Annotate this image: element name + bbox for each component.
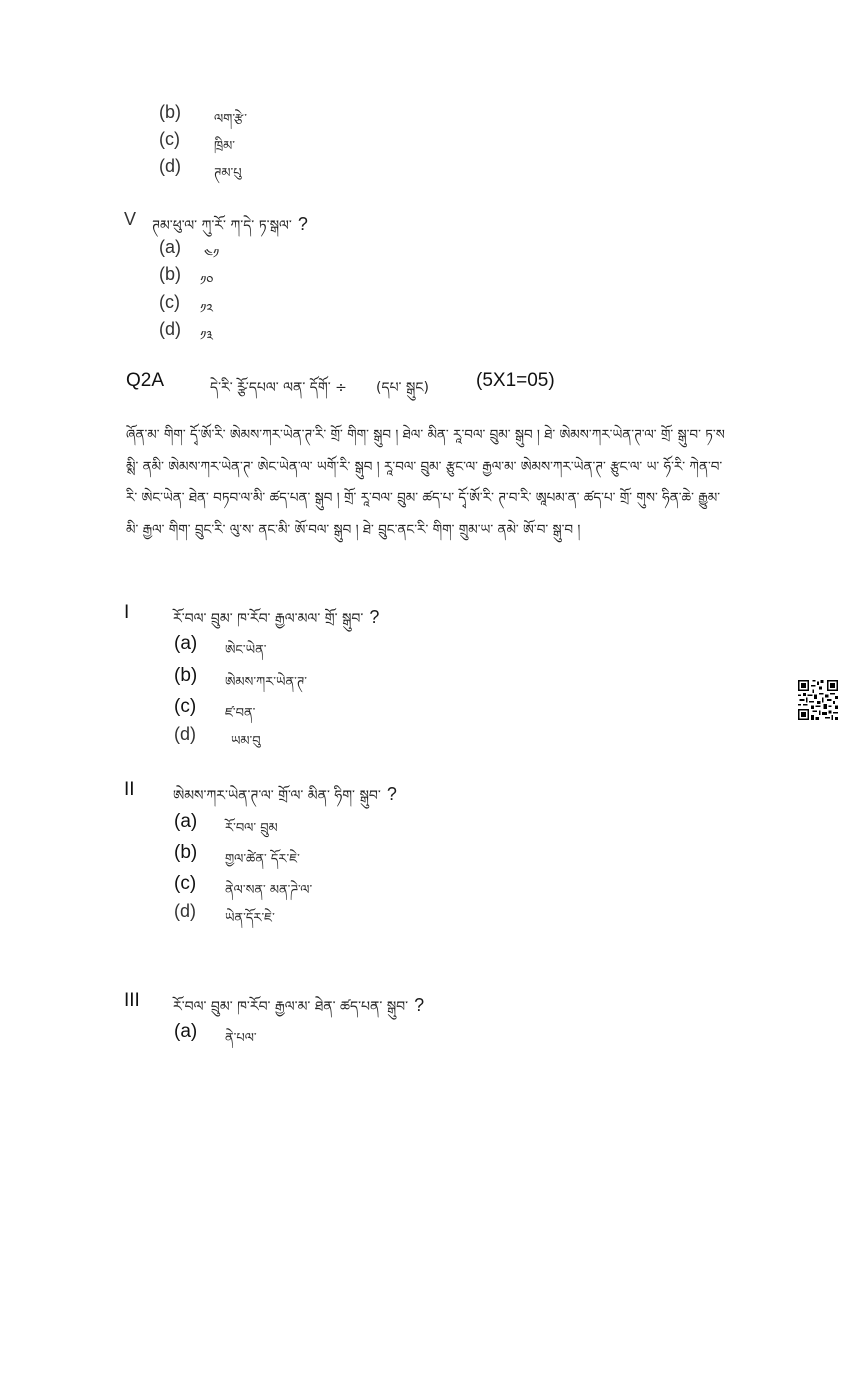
option-text: ཨེང་ཡེན་ [225,643,267,658]
option-label: (a) [174,811,198,832]
option-text: ཨེམས་ཀར་ཡེན་ཊ་ [225,675,307,690]
option-text: ཪོ་བལ་ བྲུམ [225,821,278,836]
option-label: (c) [159,129,180,149]
option-label: (a) [174,1021,198,1042]
option-text: ཊམ་པུ [214,166,242,181]
option-label: (c) [174,873,197,894]
option-label: (d) [159,156,181,176]
question-ii [173,779,397,819]
section-id: Q2A [126,370,165,391]
option-text: ནེལ་སན་ མན་ཌེ་ལ་ [225,883,313,898]
question-number: V [124,209,137,229]
option-text: ༤༡ [204,247,220,262]
option-label: (a) [159,237,181,257]
option-label: (b) [174,842,198,863]
question-text: ཪོ་བལ་ བྲུམ་ ཁ་ཪོབ་ རྒྱལ་མ་ ཐེན་ ཚད་པན་ སྒུབ་ [173,999,409,1015]
question-mark: ? [386,784,397,804]
option-text: ཛ་བན་ [225,706,256,721]
section-paren: (དཔ་ སྒུང) [376,380,429,396]
option-label: (a) [174,633,198,654]
question-text: ཊམ་ཕུ་ལ་ ཀུ་ཪོ་ ཀ་དེ་ ཏ་སྒལ་ [152,218,292,234]
option-text: ༡༢ [200,302,214,317]
question-mark: ? [297,214,308,234]
option-label: (b) [159,102,181,122]
qr-code-icon [798,680,838,720]
option-label: (d) [174,901,196,921]
option-label: (d) [174,724,196,744]
option-text: ཡམ་བུ [231,734,261,749]
option-text: ཁྲིམ་ [214,139,235,154]
question-iii [173,990,424,1030]
question-number: II [124,779,135,800]
option-text: ༡༠ [200,274,214,289]
option-label: (c) [159,292,180,312]
section-instruction: དེ་རི་ ཪྩོ་དཔལ་ ལན་ དོགོ་ ÷ [210,380,347,396]
question-i [173,602,379,642]
section-marks: (5X1=05) [476,370,555,391]
question-mark: ? [369,607,380,627]
question-number: III [124,990,140,1011]
question-mark: ? [414,995,425,1015]
question-text: ཨེམས་ཀར་ཡེན་ཊ་ལ་ གྲོ་ལ་ མིན་ ཧིག་ སྒུབ་ [173,788,381,804]
option-text: ཡེན་དོར་ཇེ་ [225,911,275,926]
question-number: I [124,602,130,623]
option-text: ལག་རྩེ་ [214,112,248,127]
option-label: (d) [159,319,181,339]
option-label: (b) [159,264,181,284]
option-label: (b) [174,665,198,686]
option-text: གྱལ་ཚེན་ དོར་ཇེ་ [225,852,300,867]
option-text: ནེ་པལ་ [225,1031,257,1046]
question-text: ཪོ་བལ་ བྲུམ་ ཁ་ཪོབ་ རྒྱལ་མལ་ གྲོ་ སྒུབ་ [173,611,364,627]
reading-passage: ཞོན་མ་ གིག་ དྭོ་ཨོ་རི་ ཨེམས་ཀར་ཡེན་ཊ་རི་ གྲོ་ གིག་ སྒུབ ། ཐེལ་ མིན་ རཱ་བལ་ བྲུམ་ སྒུབ ། ཐེ་ ཨེམས་ཀར་ཡེན་ཊ་ལ་ གྲོ་ སྒུ་བ་ ཏ་སམྶི་ ནམི་ ཨེམས་ཀར་ཡེན་ཊ་ ཨེང་ཡེན་ལ་ ཡགོ་རི་ སྒུབ ། རཱ་བལ་ བྲུམ་ རྩུང་ལ་ རྒྱལ་མ་ ཨེམས་ཀར་ཡེན་ཊ་ རྩུང་ལ་ ཡ་ ཧོ་རི་ ཀེན་བ་རི་ ཨེང་ཡེན་ ཐེན་ བཏབ་ལ་མི་ ཚད་པན་ སྒུབ ། གྲོ་ རཱ་བལ་ བྲུམ་ ཚད་པ་ དྭོ་ཨོ་རི་ ཊ་བ་རི་ ཨཱཔམ་ན་ ཚད་པ་ གྲོ་ གུས་ ཧིན་ཆེ་ རྒྱུམ་མི་ རྒྱལ་ གིག་ བྲུང་རི་ ལུ་ས་ ནང་མི་ ཨོ་བལ་ སྒུབ ། ཐེ་ བྲུང་ནང་རི་ གིག་ གྲུམ་ཡ་ ནམེ་ ཨོ་བ་ སྒུ་བ ། [126,427,725,538]
option-label: (c) [174,696,197,717]
option-text: ༡༣ [200,329,214,344]
